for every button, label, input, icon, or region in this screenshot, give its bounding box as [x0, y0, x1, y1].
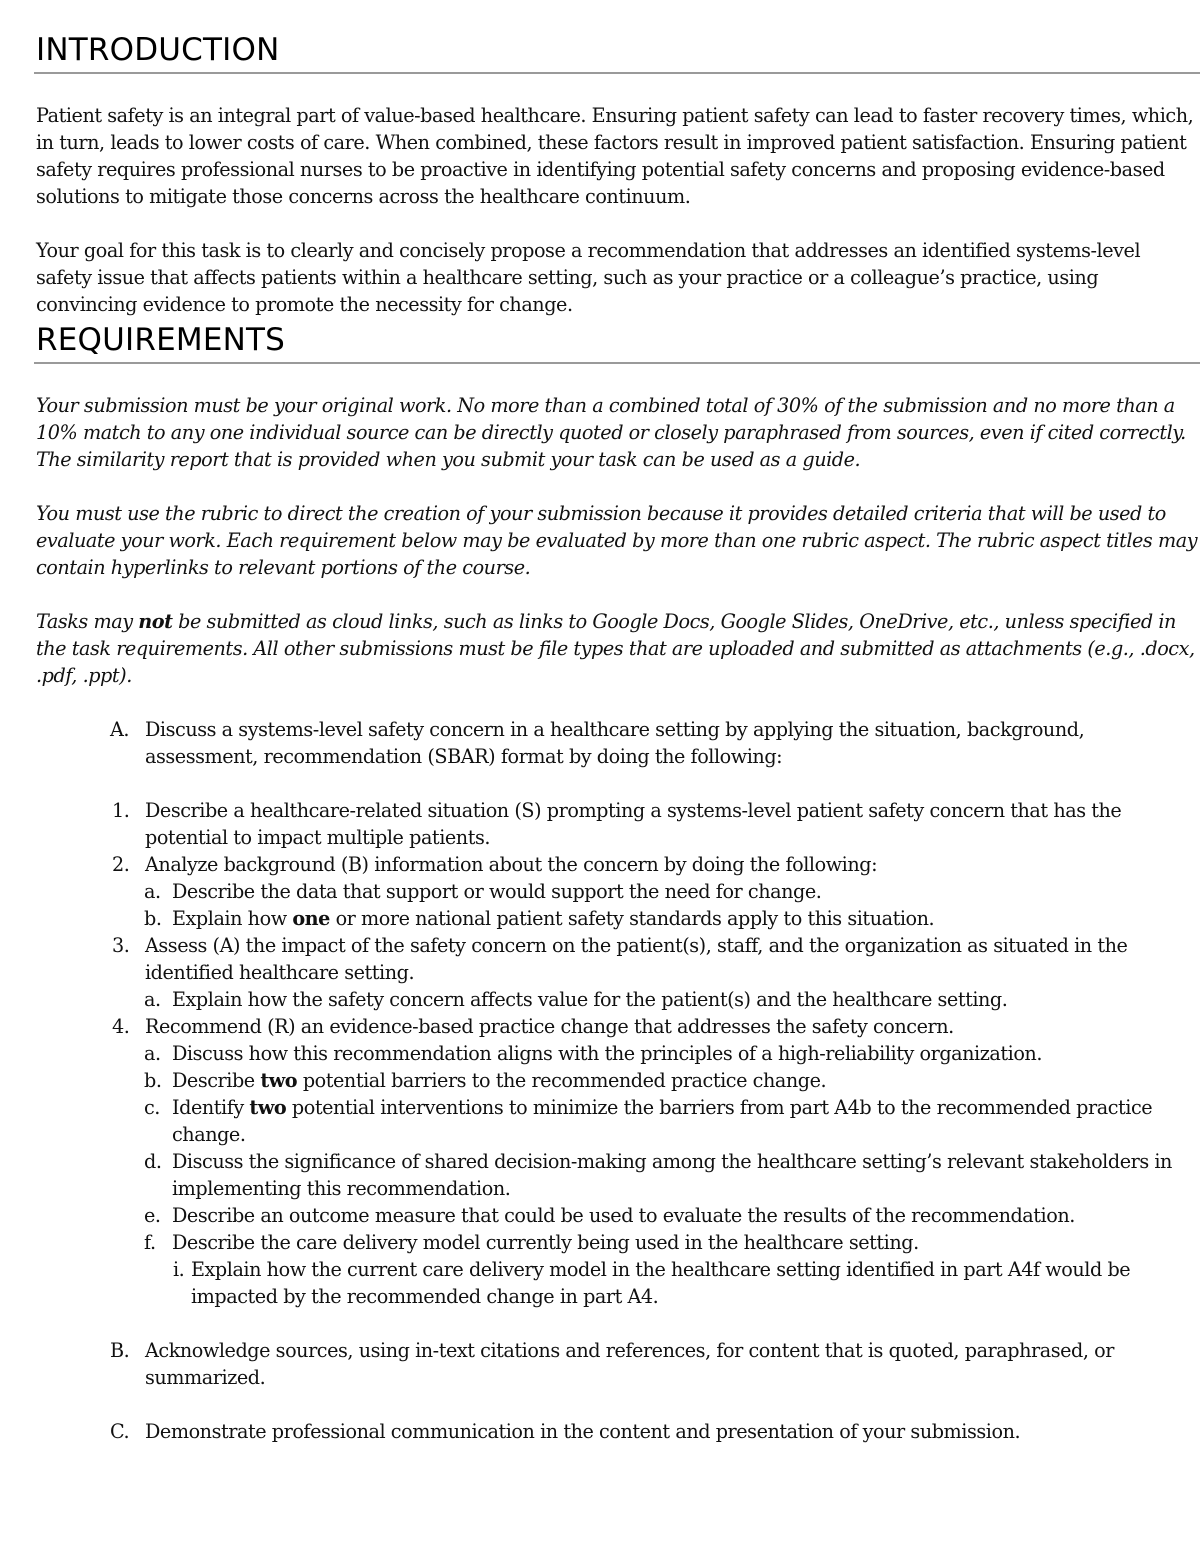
list-item-3a — [36, 986, 1200, 1013]
list-item-4c — [36, 1094, 1200, 1148]
list-label: 4. — [112, 1015, 130, 1038]
list-item-4f — [36, 1229, 1200, 1256]
list-text: Describe the care delivery model currently being used in the healthcare setting. — [172, 1231, 919, 1254]
requirements-p3-emphasis: not — [138, 610, 173, 633]
requirements-p3-end: be submitted as cloud links, such as links to Google Docs, Google Slides, OneDrive, etc., unless specified in the task requirements. All other submissions must be file types that are uploaded and submitted as attachments (e.g., .docx, .pdf, .ppt). — [36, 610, 1195, 687]
list-label: B. — [110, 1339, 130, 1362]
list-text-emphasis: two — [249, 1096, 287, 1119]
list-item-b — [36, 1337, 1200, 1391]
requirements-paragraph-2: You must use the rubric to direct the creation of your submission because it provides detailed criteria that will be used to evaluate your work. Each requirement below may be evaluated by more than one rubric aspect. The rubric aspect titles may contain hyperlinks to relevant portions of the course. — [36, 502, 1198, 579]
requirements-heading: REQUIREMENTS — [36, 322, 286, 358]
list-text: Explain how the current care delivery model in the healthcare setting identified in part A4f would be impacted by the recommended change in part A4. — [191, 1258, 1131, 1308]
list-text-end: potential interventions to minimize the barriers from part A4b to the recommended practice change. — [172, 1096, 1153, 1146]
list-text — [172, 1067, 1200, 1094]
introduction-paragraph-2: Your goal for this task is to clearly and concisely propose a recommendation that addresses an identified systems-level safety issue that affects patients within a healthcare setting, such as your practice or a colleague’s practice, using convincing evidence to promote the necessity for change. — [36, 239, 1141, 316]
list-item-a — [36, 716, 1200, 770]
list-item-1 — [36, 797, 1200, 851]
list-text: Describe the data that support or would support the need for change. — [172, 880, 822, 903]
list-text-start: Identify — [172, 1096, 250, 1119]
list-item-c — [36, 1418, 1200, 1445]
list-label: c. — [144, 1096, 160, 1119]
list-label: a. — [144, 988, 161, 1011]
list-text — [172, 905, 1200, 932]
requirements-list — [36, 716, 1200, 1445]
introduction-heading: INTRODUCTION — [36, 32, 280, 68]
list-text-emphasis: two — [260, 1069, 298, 1092]
list-text-start: Explain how — [172, 907, 293, 930]
list-label: f. — [144, 1231, 156, 1254]
list-item-2b — [36, 905, 1200, 932]
list-item-4f-i — [36, 1256, 1200, 1310]
list-label: a. — [144, 880, 161, 903]
introduction-paragraph-1: Patient safety is an integral part of value-based healthcare. Ensuring patient safety can lead to faster recovery times, which, in turn, leads to lower costs of care. When combined, these factors result in improved patient satisfaction. Ensuring patient safety requires professional nurses to be proactive in identifying potential safety concerns and proposing evidence-based solutions to mitigate those concerns across the healthcare continuum. — [36, 104, 1194, 208]
list-item-4e — [36, 1202, 1200, 1229]
introduction-divider — [34, 72, 1200, 74]
list-text: Assess (A) the impact of the safety concern on the patient(s), staff, and the organization as situated in the identified healthcare setting. — [145, 934, 1128, 984]
requirements-p3-start: Tasks may — [36, 610, 139, 633]
list-item-4d — [36, 1148, 1200, 1202]
list-text-end: potential barriers to the recommended practice change. — [297, 1069, 827, 1092]
list-text-emphasis: one — [292, 907, 330, 930]
list-text: Discuss a systems-level safety concern in a healthcare setting by applying the situation, background, assessment, recommendation (SBAR) format by doing the following: — [145, 718, 1085, 768]
list-item-2a — [36, 878, 1200, 905]
list-label: A. — [110, 718, 130, 741]
list-label: i. — [173, 1258, 185, 1281]
list-item-4b — [36, 1067, 1200, 1094]
list-text — [172, 1094, 1200, 1148]
requirements-paragraph-1: Your submission must be your original work. No more than a combined total of 30% of the submission and no more than a 10% match to any one individual source can be directly quoted or closely paraphrased from sources, even if cited correctly. The similarity report that is provided when you submit your task can be used as a guide. — [36, 394, 1186, 471]
list-label: a. — [144, 1042, 161, 1065]
list-label: b. — [144, 907, 162, 930]
list-item-4a — [36, 1040, 1200, 1067]
requirements-paragraph-3 — [36, 608, 1200, 689]
list-text: Acknowledge sources, using in-text citations and references, for content that is quoted, paraphrased, or summarized. — [145, 1339, 1114, 1389]
list-label: b. — [144, 1069, 162, 1092]
list-item-4 — [36, 1013, 1200, 1040]
list-label: 3. — [112, 934, 130, 957]
list-label: 2. — [112, 853, 130, 876]
list-text-end: or more national patient safety standards apply to this situation. — [329, 907, 935, 930]
list-label: d. — [144, 1150, 162, 1173]
list-text: Recommend (R) an evidence-based practice change that addresses the safety concern. — [145, 1015, 954, 1038]
list-text: Analyze background (B) information about the concern by doing the following: — [145, 853, 878, 876]
list-label: e. — [144, 1204, 161, 1227]
list-text: Describe an outcome measure that could be used to evaluate the results of the recommendation. — [172, 1204, 1075, 1227]
requirements-divider — [34, 362, 1200, 364]
document-page — [36, 30, 1200, 1445]
list-text: Discuss the significance of shared decision-making among the healthcare setting’s relevant stakeholders in implementing this recommendation. — [172, 1150, 1172, 1200]
list-label: C. — [110, 1420, 130, 1443]
list-text-start: Describe — [172, 1069, 261, 1092]
list-item-3 — [36, 932, 1200, 986]
list-text: Describe a healthcare-related situation (S) prompting a systems-level patient safety concern that has the potential to impact multiple patients. — [145, 799, 1122, 849]
list-item-2 — [36, 851, 1200, 878]
list-text: Explain how the safety concern affects value for the patient(s) and the healthcare setting. — [172, 988, 1008, 1011]
list-text: Discuss how this recommendation aligns with the principles of a high-reliability organization. — [172, 1042, 1042, 1065]
list-label: 1. — [112, 799, 130, 822]
list-text: Demonstrate professional communication in the content and presentation of your submission. — [145, 1420, 1021, 1443]
